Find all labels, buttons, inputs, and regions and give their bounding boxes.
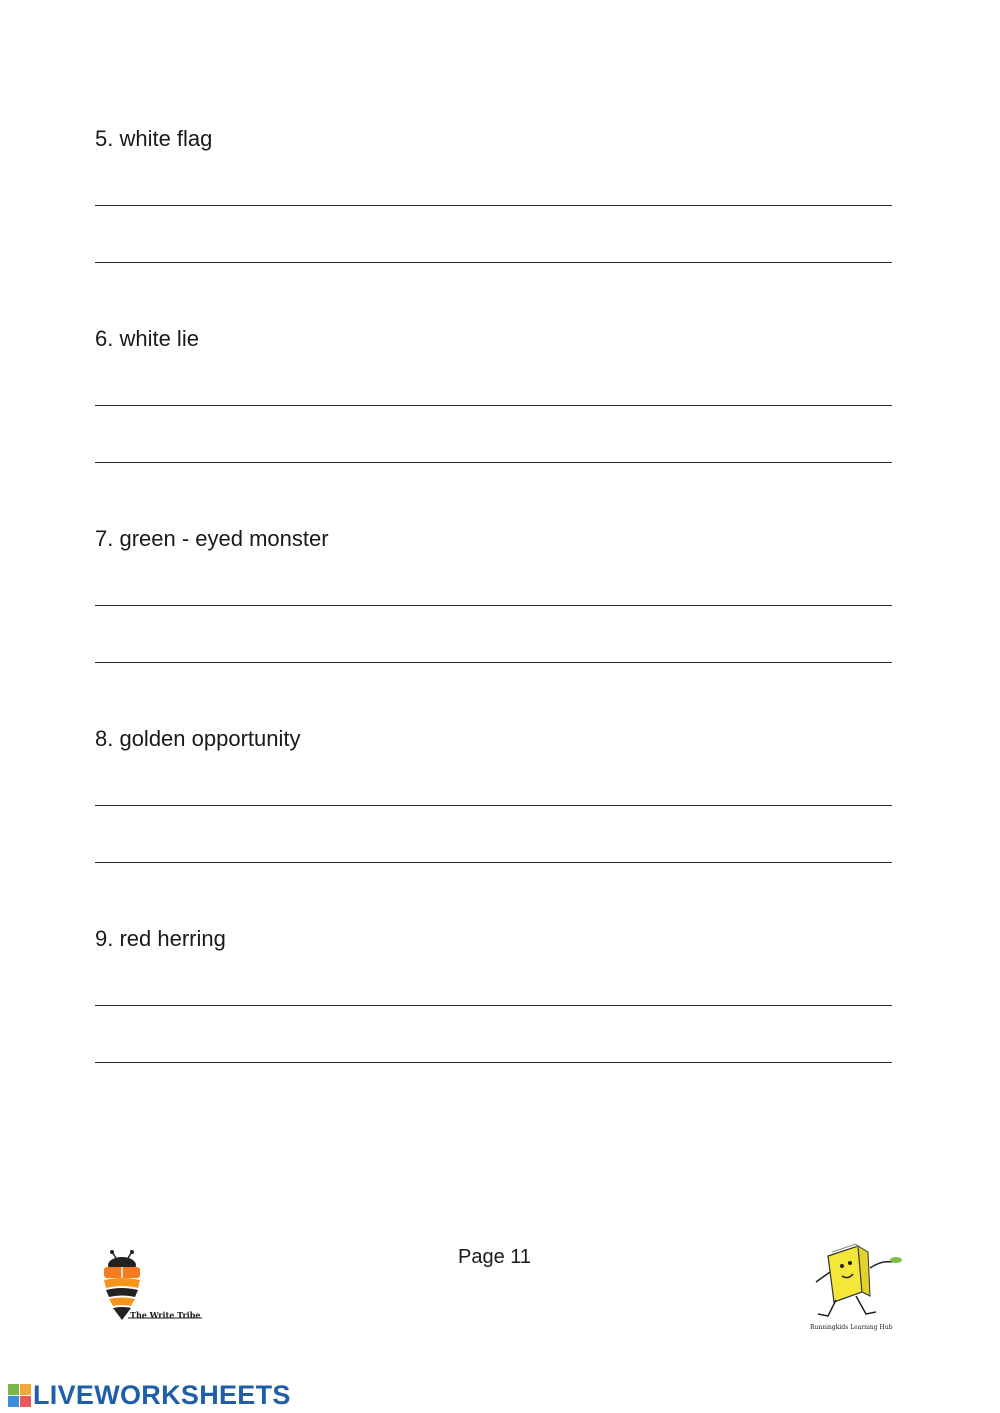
page-number: Page 11 — [458, 1246, 532, 1268]
answer-line[interactable] — [95, 1062, 892, 1063]
liveworksheets-logo-icon — [8, 1384, 31, 1407]
answer-line[interactable] — [95, 862, 892, 863]
question-label: 7. green - eyed monster — [95, 526, 329, 551]
answer-line[interactable] — [95, 605, 892, 606]
answer-line[interactable] — [95, 805, 892, 806]
brand-name: LIVEWORKSHEETS — [33, 1380, 291, 1410]
write-tribe-logo — [98, 1250, 208, 1330]
answer-line[interactable] — [95, 462, 892, 463]
answer-line[interactable] — [95, 205, 892, 206]
answer-line[interactable] — [95, 1005, 892, 1006]
answer-line[interactable] — [95, 405, 892, 406]
answer-line[interactable] — [95, 262, 892, 263]
question-label: 6. white lie — [95, 326, 199, 351]
running-book-logo — [808, 1242, 908, 1344]
logo-caption: Runningkids Learning Hub — [810, 1324, 893, 1331]
answer-line[interactable] — [95, 662, 892, 663]
running-book-icon — [808, 1242, 908, 1324]
question-label: 9. red herring — [95, 926, 226, 951]
logo-caption: The Write Tribe — [130, 1310, 201, 1320]
question-label: 5. white flag — [95, 126, 213, 151]
question-label: 8. golden opportunity — [95, 726, 301, 751]
liveworksheets-brand[interactable] — [8, 1380, 291, 1411]
